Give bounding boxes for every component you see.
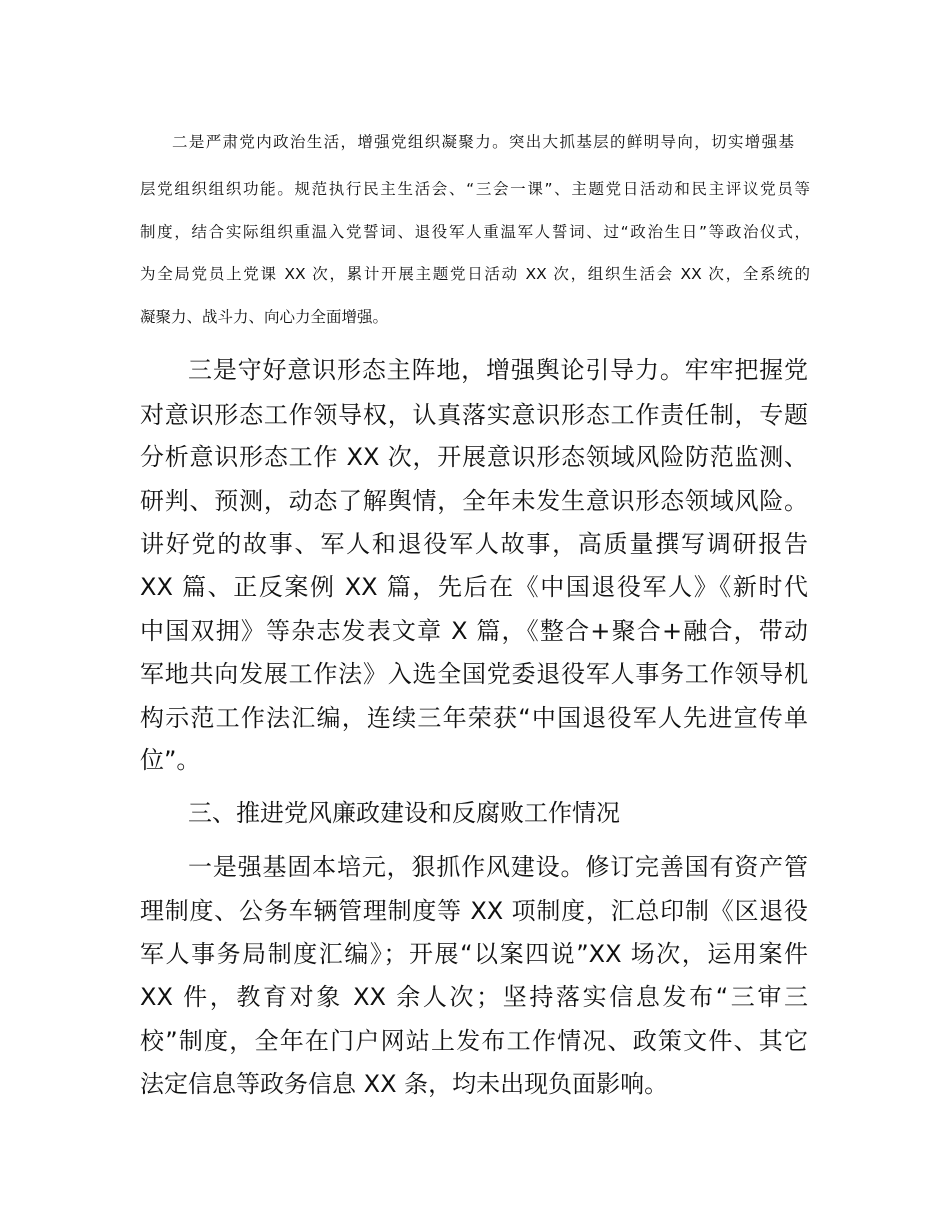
paragraph-line: 校”制度，全年在门户网站上发布工作情况、政策文件、其它 <box>140 1027 808 1055</box>
paragraph-line: 三是守好意识形态主阵地，增强舆论引导力。牢牢把握党 <box>188 356 808 384</box>
section-heading: 三、推进党风廉政建设和反腐败工作情况 <box>188 799 620 827</box>
paragraph-line: 法定信息等政务信息 XX 条，均未出现负面影响。 <box>140 1070 669 1098</box>
paragraph-line: 军地共向发展工作法》入选全国党委退役军人事务工作领导机 <box>140 660 808 688</box>
paragraph-line: 为全局党员上党课 XX 次，累计开展主题党日活动 XX 次，组织生活会 XX 次，全系统的 <box>140 265 810 283</box>
paragraph-line: 中国双拥》等杂志发表文章 X 篇，《整合+聚合+融合，带动 <box>140 617 808 645</box>
paragraph-line: 位”。 <box>140 746 201 774</box>
paragraph-line: 对意识形态工作领导权，认真落实意识形态工作责任制，专题 <box>140 401 808 429</box>
paragraph-line: 凝聚力、战斗力、向心力全面增强。 <box>140 308 389 326</box>
paragraph-line: 理制度、公务车辆管理制度等 XX 项制度，汇总印制《区退役 <box>140 897 808 925</box>
paragraph-line: 制度，结合实际组织重温入党誓词、退役军人重温军人誓词、过“政治生日”等政治仪式， <box>140 223 810 241</box>
paragraph-line: 研判、预测，动态了解舆情，全年未发生意识形态领域风险。 <box>140 487 808 515</box>
paragraph-line: XX 件，教育对象 XX 余人次；坚持落实信息发布“三审三 <box>140 983 808 1011</box>
paragraph-line: 讲好党的故事、军人和退役军人故事，高质量撰写调研报告 <box>140 530 808 558</box>
paragraph-line: XX 篇、正反案例 XX 篇，先后在《中国退役军人》《新时代 <box>140 573 808 601</box>
paragraph-line: 分析意识形态工作 XX 次，开展意识形态领域风险防范监测、 <box>140 443 808 471</box>
paragraph-line: 二是严肃党内政治生活，增强党组织凝聚力。突出大抓基层的鲜明导向，切实增强基 <box>172 133 794 151</box>
paragraph-line: 军人事务局制度汇编》；开展“以案四说”XX 场次，运用案件 <box>140 940 808 968</box>
paragraph-line: 层党组织组织功能。规范执行民主生活会、“三会一课”、主题党日活动和民主评议党员等 <box>140 180 810 198</box>
paragraph-line: 一是强基固本培元，狠抓作风建设。修订完善国有资产管 <box>188 853 808 881</box>
paragraph-line: 构示范工作法汇编，连续三年荣获“中国退役军人先进宣传单 <box>140 704 808 732</box>
